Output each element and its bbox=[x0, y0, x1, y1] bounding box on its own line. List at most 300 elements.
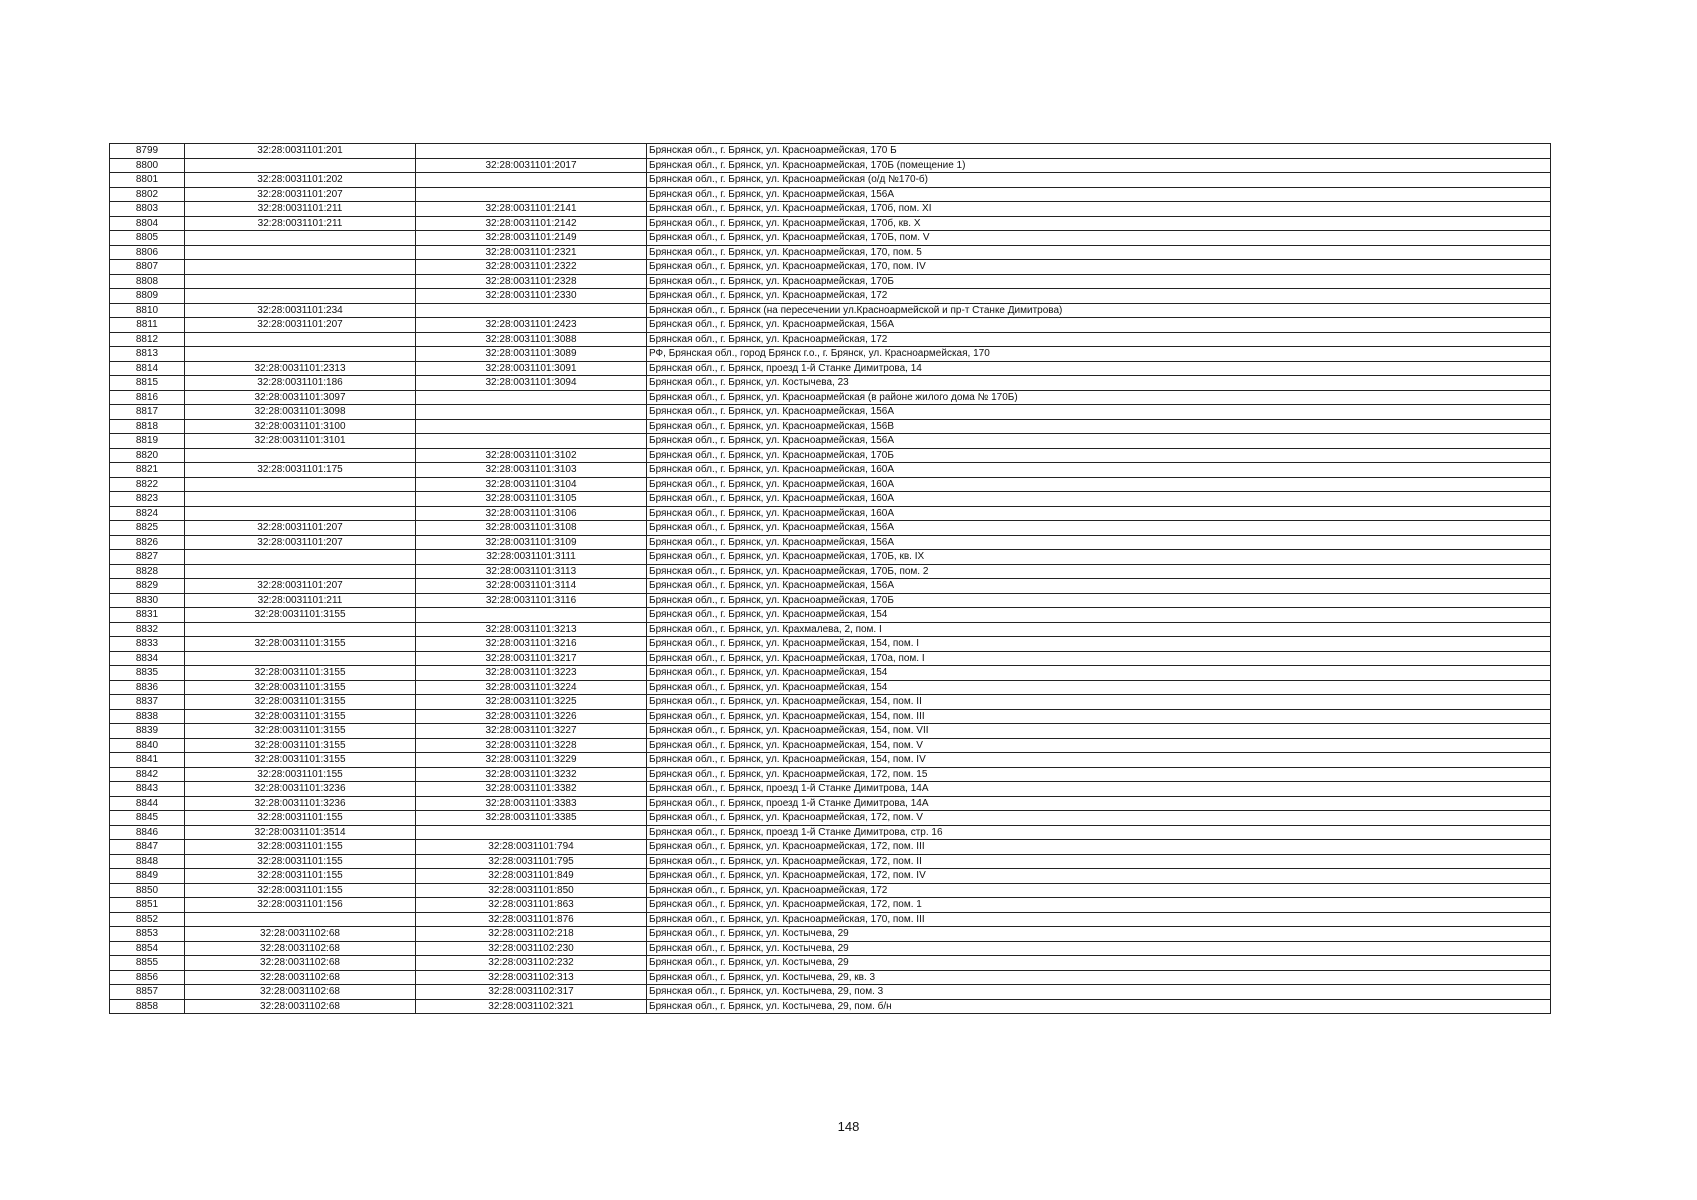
land-cadastral-number-cell: 32:28:0031101:3155 bbox=[185, 608, 416, 623]
object-cadastral-number-cell: 32:28:0031101:849 bbox=[416, 869, 647, 884]
row-number-cell: 8803 bbox=[110, 202, 185, 217]
row-number-cell: 8800 bbox=[110, 158, 185, 173]
land-cadastral-number-cell bbox=[185, 912, 416, 927]
object-cadastral-number-cell: 32:28:0031101:2321 bbox=[416, 245, 647, 260]
object-cadastral-number-cell: 32:28:0031101:3109 bbox=[416, 535, 647, 550]
land-cadastral-number-cell: 32:28:0031102:68 bbox=[185, 970, 416, 985]
table-row bbox=[110, 767, 1551, 782]
address-cell: Брянская обл., г. Брянск, ул. Красноармейская, 172, пом. IV bbox=[647, 869, 1551, 884]
object-cadastral-number-cell: 32:28:0031101:3106 bbox=[416, 506, 647, 521]
object-cadastral-number-cell bbox=[416, 390, 647, 405]
address-cell: Брянская обл., г. Брянск, ул. Красноармейская, 154 bbox=[647, 666, 1551, 681]
object-cadastral-number-cell: 32:28:0031101:2423 bbox=[416, 318, 647, 333]
row-number-cell: 8824 bbox=[110, 506, 185, 521]
land-cadastral-number-cell: 32:28:0031101:3155 bbox=[185, 753, 416, 768]
table-row bbox=[110, 985, 1551, 1000]
row-number-cell: 8845 bbox=[110, 811, 185, 826]
land-cadastral-number-cell bbox=[185, 506, 416, 521]
row-number-cell: 8835 bbox=[110, 666, 185, 681]
table-row bbox=[110, 854, 1551, 869]
row-number-cell: 8820 bbox=[110, 448, 185, 463]
address-cell: Брянская обл., г. Брянск, ул. Красноармейская, 156А bbox=[647, 535, 1551, 550]
object-cadastral-number-cell: 32:28:0031102:230 bbox=[416, 941, 647, 956]
table-row bbox=[110, 709, 1551, 724]
land-cadastral-number-cell: 32:28:0031101:3097 bbox=[185, 390, 416, 405]
row-number-cell: 8837 bbox=[110, 695, 185, 710]
table-row bbox=[110, 361, 1551, 376]
object-cadastral-number-cell bbox=[416, 187, 647, 202]
address-cell: Брянская обл., г. Брянск, ул. Красноармейская, 156А bbox=[647, 405, 1551, 420]
land-cadastral-number-cell: 32:28:0031101:211 bbox=[185, 202, 416, 217]
row-number-cell: 8802 bbox=[110, 187, 185, 202]
table-row bbox=[110, 202, 1551, 217]
object-cadastral-number-cell: 32:28:0031102:317 bbox=[416, 985, 647, 1000]
land-cadastral-number-cell: 32:28:0031101:155 bbox=[185, 869, 416, 884]
land-cadastral-number-cell: 32:28:0031101:155 bbox=[185, 883, 416, 898]
address-cell: Брянская обл., г. Брянск, ул. Красноармейская, 154, пом. IV bbox=[647, 753, 1551, 768]
table-row bbox=[110, 274, 1551, 289]
row-number-cell: 8847 bbox=[110, 840, 185, 855]
row-number-cell: 8833 bbox=[110, 637, 185, 652]
table-row bbox=[110, 753, 1551, 768]
address-cell: Брянская обл., г. Брянск, ул. Красноармейская (о/д №170-б) bbox=[647, 173, 1551, 188]
object-cadastral-number-cell bbox=[416, 144, 647, 159]
object-cadastral-number-cell: 32:28:0031102:313 bbox=[416, 970, 647, 985]
address-cell: РФ, Брянская обл., город Брянск г.о., г. Брянск, ул. Красноармейская, 170 bbox=[647, 347, 1551, 362]
object-cadastral-number-cell: 32:28:0031101:3091 bbox=[416, 361, 647, 376]
object-cadastral-number-cell: 32:28:0031101:3232 bbox=[416, 767, 647, 782]
table-row bbox=[110, 390, 1551, 405]
table-row bbox=[110, 535, 1551, 550]
row-number-cell: 8809 bbox=[110, 289, 185, 304]
row-number-cell: 8808 bbox=[110, 274, 185, 289]
address-cell: Брянская обл., г. Брянск, ул. Красноармейская, 154 bbox=[647, 680, 1551, 695]
table-row bbox=[110, 811, 1551, 826]
object-cadastral-number-cell: 32:28:0031101:3111 bbox=[416, 550, 647, 565]
address-cell: Брянская обл., г. Брянск, ул. Красноармейская, 156В bbox=[647, 419, 1551, 434]
object-cadastral-number-cell: 32:28:0031101:2149 bbox=[416, 231, 647, 246]
land-cadastral-number-cell: 32:28:0031101:207 bbox=[185, 521, 416, 536]
object-cadastral-number-cell: 32:28:0031101:3102 bbox=[416, 448, 647, 463]
address-cell: Брянская обл., г. Брянск, ул. Красноармейская, 170Б bbox=[647, 593, 1551, 608]
object-cadastral-number-cell bbox=[416, 405, 647, 420]
table-row bbox=[110, 593, 1551, 608]
land-cadastral-number-cell: 32:28:0031101:3155 bbox=[185, 724, 416, 739]
object-cadastral-number-cell: 32:28:0031101:3216 bbox=[416, 637, 647, 652]
address-cell: Брянская обл., г. Брянск (на пересечении ул.Красноармейской и пр-т Станке Димитрова) bbox=[647, 303, 1551, 318]
address-cell: Брянская обл., г. Брянск, ул. Красноармейская, 154, пом. VII bbox=[647, 724, 1551, 739]
table-row bbox=[110, 289, 1551, 304]
object-cadastral-number-cell: 32:28:0031101:3114 bbox=[416, 579, 647, 594]
land-cadastral-number-cell: 32:28:0031101:156 bbox=[185, 898, 416, 913]
object-cadastral-number-cell: 32:28:0031101:2142 bbox=[416, 216, 647, 231]
row-number-cell: 8811 bbox=[110, 318, 185, 333]
table-row bbox=[110, 898, 1551, 913]
land-cadastral-number-cell: 32:28:0031101:201 bbox=[185, 144, 416, 159]
address-cell: Брянская обл., г. Брянск, ул. Красноармейская, 170б, пом. XI bbox=[647, 202, 1551, 217]
cadastral-table bbox=[109, 143, 1551, 1014]
address-cell: Брянская обл., г. Брянск, ул. Красноармейская, 170 Б bbox=[647, 144, 1551, 159]
land-cadastral-number-cell: 32:28:0031101:3155 bbox=[185, 695, 416, 710]
row-number-cell: 8817 bbox=[110, 405, 185, 420]
row-number-cell: 8841 bbox=[110, 753, 185, 768]
land-cadastral-number-cell: 32:28:0031102:68 bbox=[185, 999, 416, 1014]
object-cadastral-number-cell: 32:28:0031102:321 bbox=[416, 999, 647, 1014]
land-cadastral-number-cell bbox=[185, 477, 416, 492]
address-cell: Брянская обл., г. Брянск, ул. Красноармейская (в районе жилого дома № 170Б) bbox=[647, 390, 1551, 405]
table-row bbox=[110, 347, 1551, 362]
table-row bbox=[110, 564, 1551, 579]
row-number-cell: 8819 bbox=[110, 434, 185, 449]
address-cell: Брянская обл., г. Брянск, ул. Красноармейская, 160А bbox=[647, 492, 1551, 507]
address-cell: Брянская обл., г. Брянск, ул. Красноармейская, 156А bbox=[647, 318, 1551, 333]
address-cell: Брянская обл., г. Брянск, ул. Костычева, 29, пом. 3 bbox=[647, 985, 1551, 1000]
row-number-cell: 8852 bbox=[110, 912, 185, 927]
land-cadastral-number-cell: 32:28:0031101:155 bbox=[185, 854, 416, 869]
table-row bbox=[110, 622, 1551, 637]
object-cadastral-number-cell bbox=[416, 303, 647, 318]
land-cadastral-number-cell: 32:28:0031101:2313 bbox=[185, 361, 416, 376]
table-row bbox=[110, 840, 1551, 855]
row-number-cell: 8822 bbox=[110, 477, 185, 492]
object-cadastral-number-cell: 32:28:0031101:3094 bbox=[416, 376, 647, 391]
row-number-cell: 8812 bbox=[110, 332, 185, 347]
table-row bbox=[110, 187, 1551, 202]
address-cell: Брянская обл., г. Брянск, ул. Красноармейская, 160А bbox=[647, 506, 1551, 521]
land-cadastral-number-cell: 32:28:0031101:175 bbox=[185, 463, 416, 478]
address-cell: Брянская обл., г. Брянск, ул. Красноармейская, 170Б bbox=[647, 274, 1551, 289]
address-cell: Брянская обл., г. Брянск, ул. Красноармейская, 170, пом. IV bbox=[647, 260, 1551, 275]
address-cell: Брянская обл., г. Брянск, ул. Красноармейская, 154 bbox=[647, 608, 1551, 623]
table-row bbox=[110, 231, 1551, 246]
address-cell: Брянская обл., г. Брянск, ул. Красноармейская, 170б, кв. X bbox=[647, 216, 1551, 231]
address-cell: Брянская обл., г. Брянск, проезд 1-й Станке Димитрова, 14А bbox=[647, 782, 1551, 797]
row-number-cell: 8838 bbox=[110, 709, 185, 724]
address-cell: Брянская обл., г. Брянск, ул. Красноармейская, 172 bbox=[647, 289, 1551, 304]
object-cadastral-number-cell: 32:28:0031101:3224 bbox=[416, 680, 647, 695]
table-row bbox=[110, 448, 1551, 463]
object-cadastral-number-cell bbox=[416, 825, 647, 840]
address-cell: Брянская обл., г. Брянск, проезд 1-й Станке Димитрова, 14 bbox=[647, 361, 1551, 376]
row-number-cell: 8810 bbox=[110, 303, 185, 318]
table-row bbox=[110, 492, 1551, 507]
row-number-cell: 8827 bbox=[110, 550, 185, 565]
land-cadastral-number-cell bbox=[185, 231, 416, 246]
land-cadastral-number-cell: 32:28:0031101:3155 bbox=[185, 709, 416, 724]
table-row bbox=[110, 796, 1551, 811]
row-number-cell: 8850 bbox=[110, 883, 185, 898]
land-cadastral-number-cell bbox=[185, 622, 416, 637]
row-number-cell: 8828 bbox=[110, 564, 185, 579]
object-cadastral-number-cell: 32:28:0031101:3382 bbox=[416, 782, 647, 797]
address-cell: Брянская обл., г. Брянск, ул. Красноармейская, 154, пом. III bbox=[647, 709, 1551, 724]
table-row bbox=[110, 521, 1551, 536]
row-number-cell: 8843 bbox=[110, 782, 185, 797]
address-cell: Брянская обл., г. Брянск, ул. Костычева, 23 bbox=[647, 376, 1551, 391]
land-cadastral-number-cell: 32:28:0031101:3100 bbox=[185, 419, 416, 434]
land-cadastral-number-cell bbox=[185, 651, 416, 666]
land-cadastral-number-cell bbox=[185, 550, 416, 565]
object-cadastral-number-cell bbox=[416, 419, 647, 434]
object-cadastral-number-cell: 32:28:0031101:3104 bbox=[416, 477, 647, 492]
address-cell: Брянская обл., г. Брянск, ул. Красноармейская, 156А bbox=[647, 579, 1551, 594]
land-cadastral-number-cell bbox=[185, 158, 416, 173]
object-cadastral-number-cell: 32:28:0031101:3228 bbox=[416, 738, 647, 753]
table-row bbox=[110, 637, 1551, 652]
land-cadastral-number-cell: 32:28:0031101:3155 bbox=[185, 680, 416, 695]
address-cell: Брянская обл., г. Брянск, ул. Красноармейская, 170Б bbox=[647, 448, 1551, 463]
row-number-cell: 8821 bbox=[110, 463, 185, 478]
land-cadastral-number-cell: 32:28:0031102:68 bbox=[185, 985, 416, 1000]
land-cadastral-number-cell: 32:28:0031101:3155 bbox=[185, 738, 416, 753]
land-cadastral-number-cell: 32:28:0031101:211 bbox=[185, 593, 416, 608]
address-cell: Брянская обл., г. Брянск, ул. Красноармейская, 172, пом. V bbox=[647, 811, 1551, 826]
object-cadastral-number-cell: 32:28:0031101:3227 bbox=[416, 724, 647, 739]
table-row bbox=[110, 695, 1551, 710]
land-cadastral-number-cell: 32:28:0031101:3236 bbox=[185, 782, 416, 797]
table-row bbox=[110, 956, 1551, 971]
address-cell: Брянская обл., г. Брянск, ул. Красноармейская, 172, пом. II bbox=[647, 854, 1551, 869]
row-number-cell: 8846 bbox=[110, 825, 185, 840]
row-number-cell: 8842 bbox=[110, 767, 185, 782]
row-number-cell: 8853 bbox=[110, 927, 185, 942]
object-cadastral-number-cell: 32:28:0031101:2322 bbox=[416, 260, 647, 275]
table-row bbox=[110, 970, 1551, 985]
land-cadastral-number-cell bbox=[185, 332, 416, 347]
address-cell: Брянская обл., г. Брянск, ул. Красноармейская, 172, пом. 1 bbox=[647, 898, 1551, 913]
land-cadastral-number-cell: 32:28:0031101:202 bbox=[185, 173, 416, 188]
address-cell: Брянская обл., г. Брянск, ул. Костычева, 29, кв. 3 bbox=[647, 970, 1551, 985]
row-number-cell: 8805 bbox=[110, 231, 185, 246]
object-cadastral-number-cell: 32:28:0031101:3116 bbox=[416, 593, 647, 608]
row-number-cell: 8848 bbox=[110, 854, 185, 869]
row-number-cell: 8813 bbox=[110, 347, 185, 362]
row-number-cell: 8840 bbox=[110, 738, 185, 753]
object-cadastral-number-cell: 32:28:0031101:2328 bbox=[416, 274, 647, 289]
table-row bbox=[110, 318, 1551, 333]
land-cadastral-number-cell: 32:28:0031101:3514 bbox=[185, 825, 416, 840]
table-row bbox=[110, 782, 1551, 797]
land-cadastral-number-cell: 32:28:0031101:234 bbox=[185, 303, 416, 318]
row-number-cell: 8831 bbox=[110, 608, 185, 623]
land-cadastral-number-cell bbox=[185, 289, 416, 304]
address-cell: Брянская обл., г. Брянск, ул. Красноармейская, 170Б, пом. V bbox=[647, 231, 1551, 246]
land-cadastral-number-cell bbox=[185, 564, 416, 579]
address-cell: Брянская обл., г. Брянск, ул. Красноармейская, 156А bbox=[647, 187, 1551, 202]
row-number-cell: 8855 bbox=[110, 956, 185, 971]
row-number-cell: 8849 bbox=[110, 869, 185, 884]
object-cadastral-number-cell: 32:28:0031101:3089 bbox=[416, 347, 647, 362]
land-cadastral-number-cell: 32:28:0031102:68 bbox=[185, 941, 416, 956]
table-row bbox=[110, 216, 1551, 231]
land-cadastral-number-cell: 32:28:0031101:3155 bbox=[185, 666, 416, 681]
object-cadastral-number-cell: 32:28:0031101:876 bbox=[416, 912, 647, 927]
address-cell: Брянская обл., г. Брянск, ул. Красноармейская, 172, пом. III bbox=[647, 840, 1551, 855]
row-number-cell: 8815 bbox=[110, 376, 185, 391]
table-row bbox=[110, 477, 1551, 492]
address-cell: Брянская обл., г. Брянск, ул. Костычева, 29 bbox=[647, 956, 1551, 971]
object-cadastral-number-cell: 32:28:0031101:3383 bbox=[416, 796, 647, 811]
row-number-cell: 8832 bbox=[110, 622, 185, 637]
row-number-cell: 8826 bbox=[110, 535, 185, 550]
address-cell: Брянская обл., г. Брянск, ул. Красноармейская, 154, пом. II bbox=[647, 695, 1551, 710]
land-cadastral-number-cell: 32:28:0031101:3101 bbox=[185, 434, 416, 449]
object-cadastral-number-cell: 32:28:0031101:3226 bbox=[416, 709, 647, 724]
object-cadastral-number-cell bbox=[416, 173, 647, 188]
land-cadastral-number-cell bbox=[185, 245, 416, 260]
address-cell: Брянская обл., г. Брянск, ул. Красноармейская, 160А bbox=[647, 477, 1551, 492]
object-cadastral-number-cell: 32:28:0031101:850 bbox=[416, 883, 647, 898]
land-cadastral-number-cell: 32:28:0031101:3098 bbox=[185, 405, 416, 420]
address-cell: Брянская обл., г. Брянск, ул. Красноармейская, 170Б (помещение 1) bbox=[647, 158, 1551, 173]
land-cadastral-number-cell: 32:28:0031101:211 bbox=[185, 216, 416, 231]
land-cadastral-number-cell: 32:28:0031101:3155 bbox=[185, 637, 416, 652]
row-number-cell: 8854 bbox=[110, 941, 185, 956]
row-number-cell: 8851 bbox=[110, 898, 185, 913]
object-cadastral-number-cell: 32:28:0031101:794 bbox=[416, 840, 647, 855]
land-cadastral-number-cell: 32:28:0031101:3236 bbox=[185, 796, 416, 811]
object-cadastral-number-cell: 32:28:0031101:3229 bbox=[416, 753, 647, 768]
table-row bbox=[110, 332, 1551, 347]
object-cadastral-number-cell bbox=[416, 608, 647, 623]
land-cadastral-number-cell: 32:28:0031102:68 bbox=[185, 927, 416, 942]
object-cadastral-number-cell: 32:28:0031101:3217 bbox=[416, 651, 647, 666]
table-row bbox=[110, 912, 1551, 927]
table-row bbox=[110, 419, 1551, 434]
row-number-cell: 8836 bbox=[110, 680, 185, 695]
address-cell: Брянская обл., г. Брянск, ул. Красноармейская, 154, пом. V bbox=[647, 738, 1551, 753]
land-cadastral-number-cell: 32:28:0031101:207 bbox=[185, 318, 416, 333]
table-row bbox=[110, 463, 1551, 478]
row-number-cell: 8834 bbox=[110, 651, 185, 666]
object-cadastral-number-cell: 32:28:0031101:3105 bbox=[416, 492, 647, 507]
land-cadastral-number-cell: 32:28:0031101:155 bbox=[185, 767, 416, 782]
table-row bbox=[110, 608, 1551, 623]
land-cadastral-number-cell bbox=[185, 274, 416, 289]
land-cadastral-number-cell: 32:28:0031101:155 bbox=[185, 840, 416, 855]
table-row bbox=[110, 303, 1551, 318]
object-cadastral-number-cell bbox=[416, 434, 647, 449]
object-cadastral-number-cell: 32:28:0031102:232 bbox=[416, 956, 647, 971]
address-cell: Брянская обл., г. Брянск, ул. Костычева, 29 bbox=[647, 941, 1551, 956]
land-cadastral-number-cell: 32:28:0031102:68 bbox=[185, 956, 416, 971]
address-cell: Брянская обл., г. Брянск, ул. Костычева, 29, пом. б/н bbox=[647, 999, 1551, 1014]
table-row bbox=[110, 245, 1551, 260]
table-row bbox=[110, 724, 1551, 739]
address-cell: Брянская обл., г. Брянск, ул. Красноармейская, 172 bbox=[647, 332, 1551, 347]
table-row bbox=[110, 376, 1551, 391]
row-number-cell: 8806 bbox=[110, 245, 185, 260]
address-cell: Брянская обл., г. Брянск, ул. Красноармейская, 170Б, кв. IX bbox=[647, 550, 1551, 565]
table-row bbox=[110, 825, 1551, 840]
table-row bbox=[110, 883, 1551, 898]
object-cadastral-number-cell: 32:28:0031102:218 bbox=[416, 927, 647, 942]
land-cadastral-number-cell: 32:28:0031101:207 bbox=[185, 579, 416, 594]
row-number-cell: 8858 bbox=[110, 999, 185, 1014]
table-row bbox=[110, 550, 1551, 565]
object-cadastral-number-cell: 32:28:0031101:3223 bbox=[416, 666, 647, 681]
row-number-cell: 8829 bbox=[110, 579, 185, 594]
row-number-cell: 8825 bbox=[110, 521, 185, 536]
table-row bbox=[110, 405, 1551, 420]
row-number-cell: 8857 bbox=[110, 985, 185, 1000]
row-number-cell: 8856 bbox=[110, 970, 185, 985]
page-number: 148 bbox=[837, 1119, 860, 1134]
address-cell: Брянская обл., г. Брянск, проезд 1-й Станке Димитрова, 14А bbox=[647, 796, 1551, 811]
object-cadastral-number-cell: 32:28:0031101:3113 bbox=[416, 564, 647, 579]
table-row bbox=[110, 144, 1551, 159]
address-cell: Брянская обл., г. Брянск, ул. Крахмалева, 2, пом. I bbox=[647, 622, 1551, 637]
object-cadastral-number-cell: 32:28:0031101:2017 bbox=[416, 158, 647, 173]
table-row bbox=[110, 666, 1551, 681]
table-row bbox=[110, 260, 1551, 275]
land-cadastral-number-cell: 32:28:0031101:186 bbox=[185, 376, 416, 391]
table-row bbox=[110, 173, 1551, 188]
address-cell: Брянская обл., г. Брянск, ул. Красноармейская, 170Б, пом. 2 bbox=[647, 564, 1551, 579]
object-cadastral-number-cell: 32:28:0031101:3088 bbox=[416, 332, 647, 347]
row-number-cell: 8804 bbox=[110, 216, 185, 231]
object-cadastral-number-cell: 32:28:0031101:3103 bbox=[416, 463, 647, 478]
table-row bbox=[110, 941, 1551, 956]
row-number-cell: 8844 bbox=[110, 796, 185, 811]
table-row bbox=[110, 506, 1551, 521]
row-number-cell: 8816 bbox=[110, 390, 185, 405]
object-cadastral-number-cell: 32:28:0031101:3108 bbox=[416, 521, 647, 536]
row-number-cell: 8818 bbox=[110, 419, 185, 434]
land-cadastral-number-cell: 32:28:0031101:207 bbox=[185, 187, 416, 202]
address-cell: Брянская обл., г. Брянск, ул. Красноармейская, 170, пом. III bbox=[647, 912, 1551, 927]
table-row bbox=[110, 579, 1551, 594]
row-number-cell: 8823 bbox=[110, 492, 185, 507]
address-cell: Брянская обл., г. Брянск, ул. Красноармейская, 172 bbox=[647, 883, 1551, 898]
row-number-cell: 8839 bbox=[110, 724, 185, 739]
table-row bbox=[110, 651, 1551, 666]
land-cadastral-number-cell bbox=[185, 448, 416, 463]
table-row bbox=[110, 927, 1551, 942]
land-cadastral-number-cell: 32:28:0031101:155 bbox=[185, 811, 416, 826]
land-cadastral-number-cell: 32:28:0031101:207 bbox=[185, 535, 416, 550]
address-cell: Брянская обл., г. Брянск, ул. Красноармейская, 160А bbox=[647, 463, 1551, 478]
object-cadastral-number-cell: 32:28:0031101:2141 bbox=[416, 202, 647, 217]
table-body bbox=[110, 144, 1551, 1014]
row-number-cell: 8830 bbox=[110, 593, 185, 608]
object-cadastral-number-cell: 32:28:0031101:3385 bbox=[416, 811, 647, 826]
table-row bbox=[110, 999, 1551, 1014]
address-cell: Брянская обл., г. Брянск, ул. Красноармейская, 172, пом. 15 bbox=[647, 767, 1551, 782]
address-cell: Брянская обл., г. Брянск, ул. Красноармейская, 170а, пом. I bbox=[647, 651, 1551, 666]
address-cell: Брянская обл., г. Брянск, ул. Красноармейская, 154, пом. I bbox=[647, 637, 1551, 652]
land-cadastral-number-cell bbox=[185, 347, 416, 362]
table-row bbox=[110, 158, 1551, 173]
land-cadastral-number-cell bbox=[185, 260, 416, 275]
row-number-cell: 8801 bbox=[110, 173, 185, 188]
land-cadastral-number-cell bbox=[185, 492, 416, 507]
table-row bbox=[110, 434, 1551, 449]
row-number-cell: 8807 bbox=[110, 260, 185, 275]
object-cadastral-number-cell: 32:28:0031101:795 bbox=[416, 854, 647, 869]
object-cadastral-number-cell: 32:28:0031101:3213 bbox=[416, 622, 647, 637]
address-cell: Брянская обл., г. Брянск, проезд 1-й Станке Димитрова, стр. 16 bbox=[647, 825, 1551, 840]
address-cell: Брянская обл., г. Брянск, ул. Красноармейская, 156А bbox=[647, 521, 1551, 536]
row-number-cell: 8814 bbox=[110, 361, 185, 376]
object-cadastral-number-cell: 32:28:0031101:2330 bbox=[416, 289, 647, 304]
table-row bbox=[110, 680, 1551, 695]
table-row bbox=[110, 738, 1551, 753]
table-row bbox=[110, 869, 1551, 884]
address-cell: Брянская обл., г. Брянск, ул. Красноармейская, 156А bbox=[647, 434, 1551, 449]
row-number-cell: 8799 bbox=[110, 144, 185, 159]
address-cell: Брянская обл., г. Брянск, ул. Красноармейская, 170, пом. 5 bbox=[647, 245, 1551, 260]
